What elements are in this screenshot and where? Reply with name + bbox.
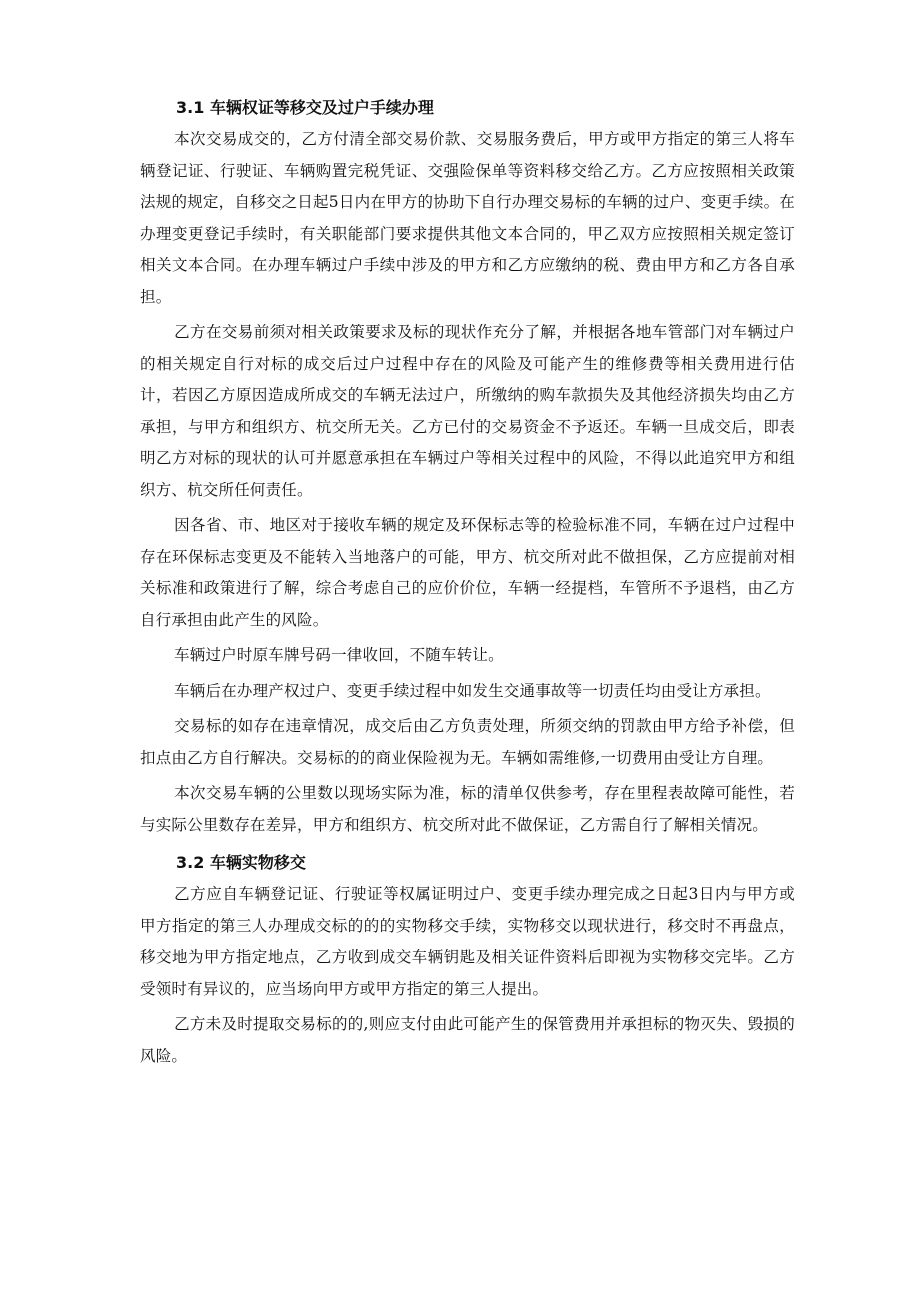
section-heading-3-2: 3.2 车辆实物移交	[176, 853, 306, 872]
paragraph: 因各省、市、地区对于接收车辆的规定及环保标志等的检验标准不同，车辆在过户过程中存在环保标志变更及不能转入当地落户的可能，甲方、杭交所对此不做担保，乙方应提前对相关标准和政策进行了解，综合考虑自己的应价价位，车辆一经提档，车管所不予退档，由乙方自行承担由此产生的风险。	[140, 516, 795, 629]
section-heading-3-1: 3.1 车辆权证等移交及过户手续办理	[176, 98, 434, 117]
paragraph: 交易标的如存在违章情况，成交后由乙方负责处理，所须交纳的罚款由甲方给予补偿，但扣点由乙方自行解决。交易标的的商业保险视为无。车辆如需维修,一切费用由受让方自理。	[140, 717, 795, 767]
paragraph: 乙方应自车辆登记证、行驶证等权属证明过户、变更手续办理完成之日起3日内与甲方或甲方指定的第三人办理成交标的的的实物移交手续，实物移交以现状进行，移交时不再盘点，移交地为甲方指定地点，乙方收到成交车辆钥匙及相关证件资料后即视为实物移交完毕。乙方受领时有异议的，应当场向甲方或甲方指定的第三人提出。	[140, 885, 795, 998]
paragraph: 本次交易车辆的公里数以现场实际为准，标的清单仅供参考，存在里程表故障可能性，若与实际公里数存在差异，甲方和组织方、杭交所对此不做保证，乙方需自行了解相关情况。	[140, 784, 795, 834]
document-body	[140, 92, 795, 1072]
paragraph: 乙方在交易前须对相关政策要求及标的现状作充分了解，并根据各地车管部门对车辆过户的相关规定自行对标的成交后过户过程中存在的风险及可能产生的维修费等相关费用进行估计，若因乙方原因造成所成交的车辆无法过户，所缴纳的购车款损失及其他经济损失均由乙方承担，与甲方和组织方、杭交所无关。乙方已付的交易资金不予返还。车辆一旦成交后，即表明乙方对标的现状的认可并愿意承担在车辆过户等相关过程中的风险，不得以此追究甲方和组织方、杭交所任何责任。	[140, 323, 795, 499]
paragraph: 本次交易成交的，乙方付清全部交易价款、交易服务费后，甲方或甲方指定的第三人将车辆登记证、行驶证、车辆购置完税凭证、交强险保单等资料移交给乙方。乙方应按照相关政策法规的规定，自移交之日起5日内在甲方的协助下自行办理交易标的车辆的过户、变更手续。在办理变更登记手续时，有关职能部门要求提供其他文本合同的，甲乙双方应按照相关规定签订相关文本合同。在办理车辆过户手续中涉及的甲方和乙方应缴纳的税、费由甲方和乙方各自承担。	[140, 130, 795, 306]
paragraph: 车辆后在办理产权过户、变更手续过程中如发生交通事故等一切责任均由受让方承担。	[174, 681, 771, 700]
paragraph: 乙方未及时提取交易标的的,则应支付由此可能产生的保管费用并承担标的物灭失、毁损的风险。	[140, 1015, 795, 1065]
paragraph: 车辆过户时原车牌号码一律收回，不随车转让。	[174, 646, 504, 664]
